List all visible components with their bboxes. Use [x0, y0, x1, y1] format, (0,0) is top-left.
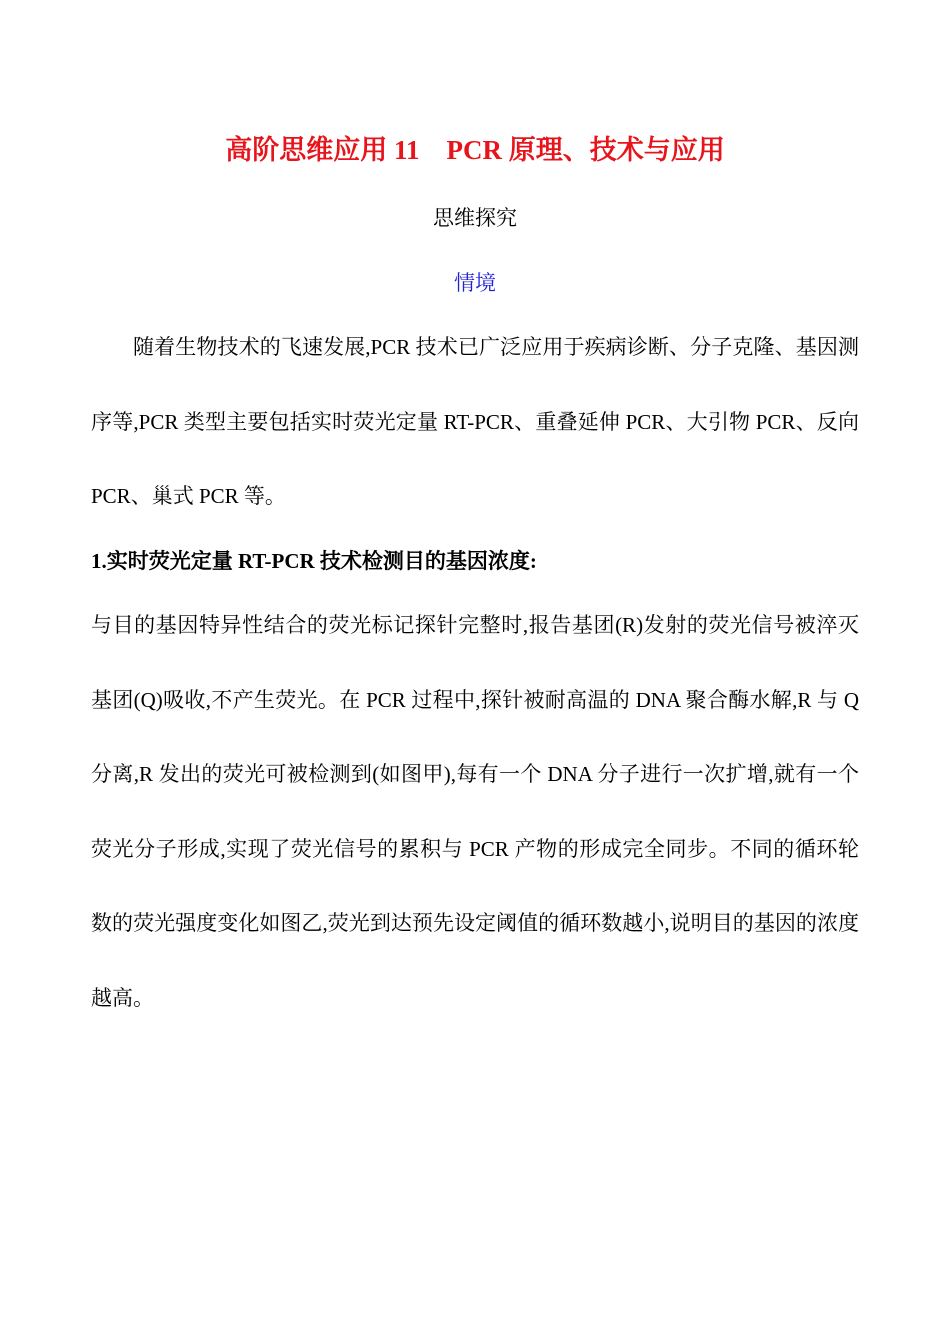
- section-label: 情境: [454, 271, 496, 295]
- section-heading: 1.实时荧光定量 RT-PCR 技术检测目的基因浓度:: [91, 549, 537, 573]
- body-paragraph: 与目的基因特异性结合的荧光标记探针完整时,报告基团(R)发射的荧光信号被淬灭基团(Q)吸收,不产生荧光。在 PCR 过程中,探针被耐高温的 DNA 聚合酶水解,R 与 Q 分离,R 发出的荧光可被检测到(如图甲),每有一个 DNA 分子进行一次扩增,就有一个荧光分子形成,实现了荧光信号的累积与 PCR 产物的形成完全同步。不同的循环轮数的荧光强度变化如图乙,荧光到达预先设定阈值的循环数越小,说明目的基因的浓度越高。: [91, 613, 859, 1010]
- page-title: 高阶思维应用 11 PCR 原理、技术与应用: [225, 135, 725, 165]
- page-subtitle: 思维探究: [433, 206, 517, 230]
- intro-paragraph: 随着生物技术的飞速发展,PCR 技术已广泛应用于疾病诊断、分子克隆、基因测序等,PCR 类型主要包括实时荧光定量 RT-PCR、重叠延伸 PCR、大引物 PCR、反向 PCR、巢式 PCR 等。: [91, 335, 859, 508]
